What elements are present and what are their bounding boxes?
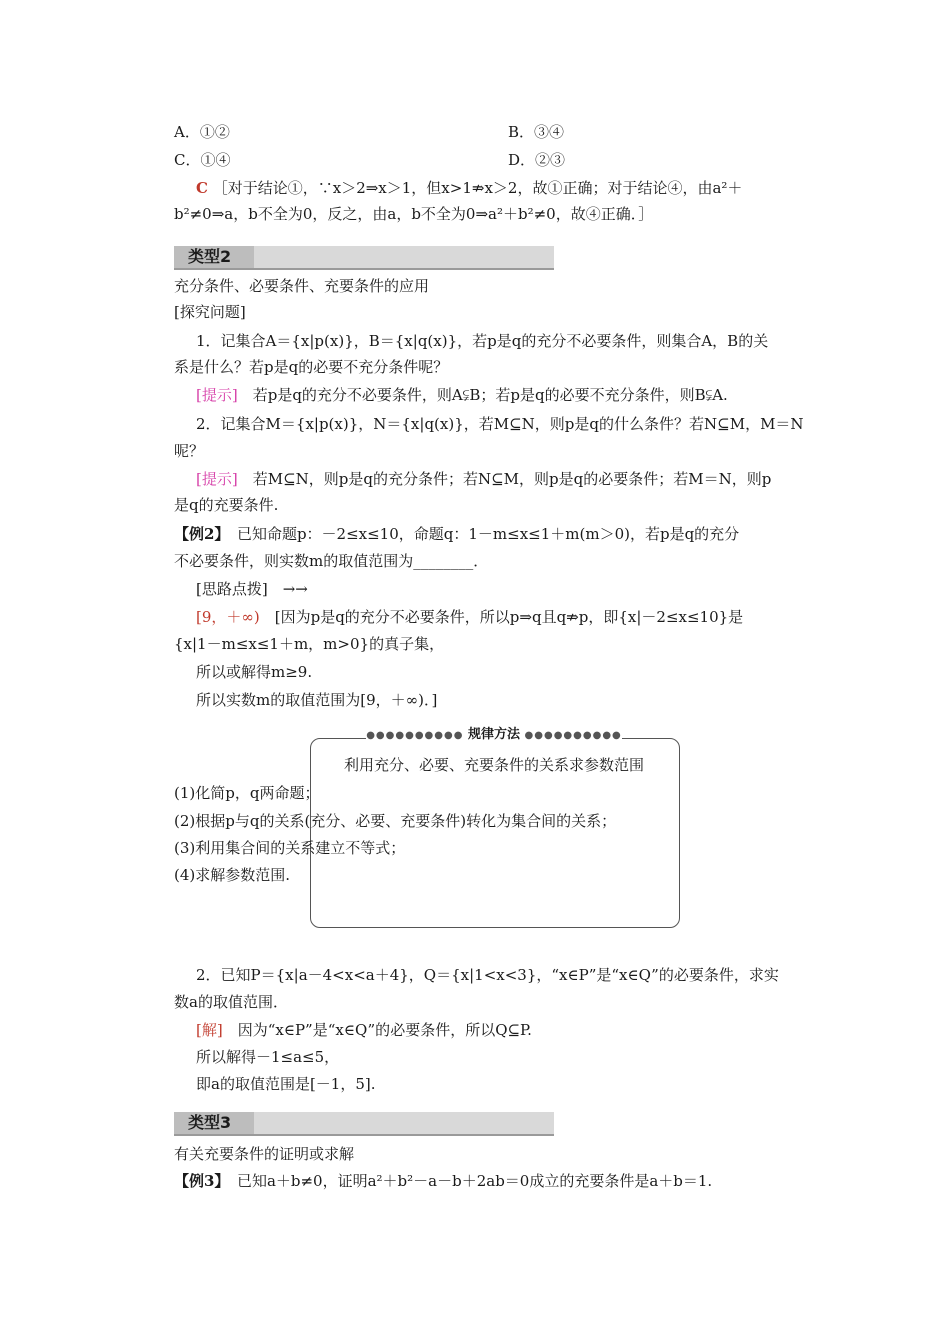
practice2-solution-line2: 所以解得－1≤a≤5， <box>196 1048 340 1066</box>
method-step-1: (1)化简p，q两命题； <box>174 784 320 802</box>
method-title: 规律方法 <box>467 727 520 742</box>
practice2-solution-line3: 即a的取值范围是[－1，5]. <box>196 1075 376 1093</box>
example3-tag: 【例3】 <box>174 1172 222 1190</box>
method-step-2: (2)根据p与q的关系(充分、必要、充要条件)转化为集合间的关系； <box>174 812 617 830</box>
idea-hint: [思路点拨] →→ <box>196 580 308 598</box>
example2-line2: 不必要条件，则实数m的取值范围为________． <box>174 552 489 570</box>
solution2-line2: {x|1－m≤x≤1＋m，m>0}的真子集， <box>174 635 445 653</box>
hint1-tag: [提示] <box>196 386 238 404</box>
answer1-text1: ［对于结论①，∵x＞2⇒x＞1，但x>1⇏x＞2，故①正确；对于结论④，由a²＋ <box>212 179 743 197</box>
type2-title: 充分条件、必要条件、充要条件的应用 <box>174 277 430 295</box>
question1-line2: 系是什么？若p是q的必要不充分条件呢？ <box>174 358 449 376</box>
method-heading: 利用充分、必要、充要条件的关系求参数范围 <box>343 756 644 774</box>
solution2-tag: [9，＋∞) <box>196 608 260 626</box>
hint1-text: 若p是q的充分不必要条件，则A⫋B；若p是q的必要不充分条件，则B⫋A. <box>237 386 728 404</box>
solution2-line3: 所以或解得m≥9. <box>196 663 313 681</box>
hint1-line <box>174 384 818 406</box>
method-title-bar: ●●●●●●●●●● 规律方法 ●●●●●●●●●● <box>366 724 622 746</box>
practice2-line1: 2．已知P＝{x|a－4<x<a＋4}，Q＝{x|1<x<3}，“x∈P”是“x∈Q”的必要条件，求实 <box>196 966 779 984</box>
practice2-line2: 数a的取值范围． <box>174 993 288 1011</box>
option-b: B．③④ <box>508 123 565 141</box>
question2-line1: 2．记集合M＝{x|p(x)}，N＝{x|q(x)}，若M⊆N，则p是q的什么条件？若N⊆M，M＝N <box>196 415 804 433</box>
type3-header <box>174 1112 554 1136</box>
hint2-tag: [提示] <box>196 470 238 488</box>
solution2-line1 <box>174 606 818 628</box>
example2-line1 <box>174 523 818 545</box>
method-step-3: (3)利用集合间的关系建立不等式； <box>174 839 406 857</box>
practice2-sol-text1: 因为“x∈P”是“x∈Q”的必要条件，所以Q⊆P. <box>222 1021 532 1039</box>
example2-tag: 【例2】 <box>174 525 222 543</box>
solution2-text1: [因为p是q的充分不必要条件，所以p⇒q且q⇏p，即{x|－2≤x≤10}是 <box>259 608 744 626</box>
hint2-line <box>174 468 818 490</box>
solution2-line4: 所以实数m的取值范围为[9，＋∞)．] <box>196 691 438 709</box>
option-a: A．①② <box>174 123 230 141</box>
method-step-4: (4)求解参数范围. <box>174 866 291 884</box>
example3-line <box>174 1170 818 1192</box>
type3-label: 类型3 <box>188 1113 232 1132</box>
example2-text: 已知命题p：－2≤x≤10，命题q：1－m≤x≤1＋m(m＞0)，若p是q的充分 <box>221 525 740 543</box>
practice2-solution-line1 <box>174 1019 818 1041</box>
hint2-text: 若M⊆N，则p是q的充分条件；若N⊆M，则p是q的必要条件；若M＝N，则p <box>237 470 772 488</box>
type2-label: 类型2 <box>188 247 232 266</box>
hint2-line2: 是q的充要条件. <box>174 496 279 514</box>
answer-letter: C <box>196 179 208 197</box>
question2-line2: 呢？ <box>174 442 205 460</box>
option-d: D．②③ <box>508 151 566 169</box>
option-c: C．①④ <box>174 151 231 169</box>
question1-line1: 1．记集合A＝{x|p(x)}，B＝{x|q(x)}，若p是q的充分不必要条件，则集合A，B的关 <box>196 332 769 350</box>
explore-label: [探究问题] <box>174 303 246 321</box>
example3-text: 已知a＋b≠0，证明a²＋b²－a－b＋2ab＝0成立的充要条件是a＋b＝1. <box>221 1172 713 1190</box>
answer1-line2: b²≠0⇒a，b不全为0，反之，由a，b不全为0⇒a²＋b²≠0，故④正确．］ <box>174 205 654 223</box>
type2-header <box>174 246 554 270</box>
type3-title: 有关充要条件的证明或求解 <box>174 1145 355 1163</box>
answer1-line1 <box>174 177 818 199</box>
practice2-sol-tag: [解] <box>196 1021 223 1039</box>
